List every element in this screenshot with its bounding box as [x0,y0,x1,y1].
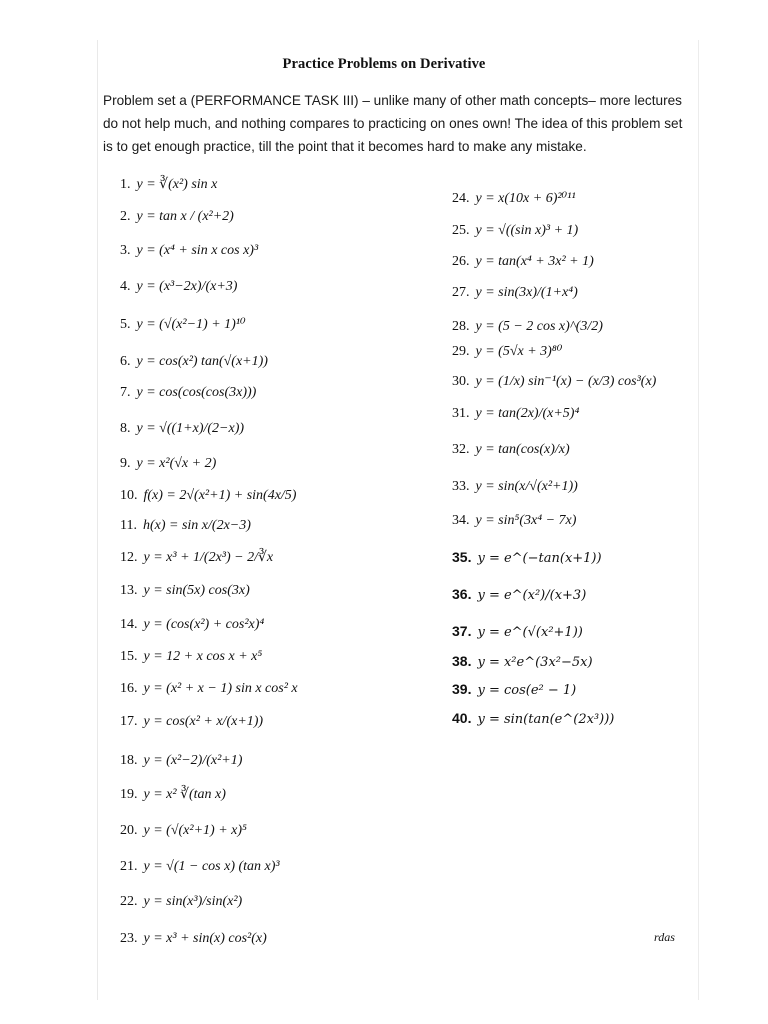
problem-item [120,680,298,698]
problem-equation: y = (cos(x²) + cos²x)⁴ [143,617,265,632]
problem-number: 25. [452,223,470,238]
problem-number: 5. [120,317,131,332]
problem-equation: y = (1/x) sin⁻¹(x) − (x/3) cos³(x) [475,374,657,389]
problem-equation: y = (x²−2)/(x²+1) [143,753,243,768]
problem-equation: y = 12 + x cos x + x⁵ [143,649,263,664]
intro-paragraph [103,89,693,158]
problem-equation: y = x²(√x + 2) [136,456,217,471]
problem-number: 21. [120,859,138,874]
problem-equation: y = x³ + sin(x) cos²(x) [143,931,267,946]
problem-item [120,517,251,535]
problem-item [120,278,237,296]
problem-number: 29. [452,344,470,359]
problem-equation: y = tan x / (x²+2) [136,209,234,224]
problem-number: 4. [120,279,131,294]
problem-equation: y = cos(x² + x/(x+1)) [143,714,264,729]
problem-number: 19. [120,787,138,802]
problem-equation: y = (x⁴ + sin x cos x)³ [136,243,259,258]
problem-number: 22. [120,894,138,909]
problem-number: 16. [120,681,138,696]
problem-number: 30. [452,374,470,389]
problem-equation: f(x) = 2√(x²+1) + sin(4x/5) [143,488,297,503]
problem-item [452,512,576,530]
problem-equation: y = tan(cos(x)/x) [475,442,570,457]
problem-equation: y = (x² + x − 1) sin x cos² x [143,681,298,696]
problem-number: 18. [120,753,138,768]
problem-equation: y = x²e^(3x²−5x) [477,655,593,670]
problem-item [452,548,602,568]
problem-item [120,549,273,567]
problem-item [452,373,656,391]
problem-equation: y = tan(x⁴ + 3x² + 1) [475,254,594,269]
problem-number: 9. [120,456,131,471]
problem-number: 37. [452,623,472,639]
signature: rdas [654,930,675,944]
problem-number: 38. [452,653,472,669]
problem-number: 23. [120,931,138,946]
problem-number: 34. [452,513,470,528]
problem-number: 35. [452,549,472,565]
problem-item [452,222,578,240]
problem-equation: y = x² ∛(tan x) [143,787,226,802]
problem-number: 3. [120,243,131,258]
problem-number: 20. [120,823,138,838]
problem-item [452,709,614,729]
problem-item [120,752,242,770]
problem-equation: y = sin(tan(e^(2x³))) [477,712,615,727]
problem-item [452,478,578,496]
problem-item [120,208,234,226]
problem-number: 26. [452,254,470,269]
problem-number: 13. [120,583,138,598]
problem-item [120,487,296,505]
problem-item [120,616,264,634]
problem-equation: y = x³ + 1/(2x³) − 2/∛x [143,550,274,565]
problem-equation: y = sin(x³)/sin(x²) [143,894,243,909]
page-title: Practice Problems on Derivative [282,56,486,72]
problem-item [120,930,267,948]
problem-equation: y = tan(2x)/(x+5)⁴ [475,406,580,421]
problem-number: 31. [452,406,470,421]
problem-number: 11. [120,518,137,533]
problem-item [120,858,280,876]
problem-number: 39. [452,681,472,697]
problem-number: 40. [452,710,472,726]
problem-number: 10. [120,488,138,503]
problem-equation: y = ∛(x²) sin x [136,177,218,192]
problem-item [120,176,217,194]
problem-number: 33. [452,479,470,494]
problem-equation: h(x) = sin x/(2x−3) [142,518,251,533]
problem-item [452,405,579,423]
problem-item [120,713,263,731]
problem-equation: y = √((1+x)/(2−x)) [136,421,245,436]
problem-equation: y = (√(x²−1) + 1)¹⁰ [136,317,246,332]
problem-item [120,353,268,371]
problem-number: 17. [120,714,138,729]
problem-item [120,822,247,840]
problem-item [452,622,583,642]
problem-equation: y = cos(x²) tan(√(x+1)) [136,354,268,369]
problem-equation: y = e^(x²)/(x+3) [477,588,587,603]
problem-number: 7. [120,385,131,400]
problem-equation: y = e^(−tan(x+1)) [477,551,602,566]
problem-number: 28. [452,319,470,334]
problem-item [452,253,594,271]
problem-equation: y = sin(x/√(x²+1)) [475,479,578,494]
problem-equation: y = sin(5x) cos(3x) [143,583,250,598]
problem-item [452,441,570,459]
problem-item [120,582,250,600]
problem-equation: y = √((sin x)³ + 1) [475,223,579,238]
problem-equation: y = sin(3x)/(1+x⁴) [475,285,578,300]
problem-number: 14. [120,617,138,632]
problem-number: 2. [120,209,131,224]
problem-number: 12. [120,550,138,565]
problem-item [452,680,576,700]
problem-item [452,318,603,336]
problem-item [120,316,246,334]
problem-equation: y = (5 − 2 cos x)^(3/2) [475,319,603,334]
problem-equation: y = √(1 − cos x) (tan x)³ [143,859,280,874]
problem-number: 8. [120,421,131,436]
problem-item [452,652,593,672]
problem-equation: y = (√(x²+1) + x)⁵ [143,823,247,838]
problem-equation: y = sin⁵(3x⁴ − 7x) [475,513,577,528]
intro-text: Problem set a (PERFORMANCE TASK III) – unlike many of other math concepts– more lectures do not help much, and nothing compares to practicing on ones own! The idea of this problem set is to get enough practice, till the point that it becomes hard to make any mistake. [103,93,683,154]
problem-equation: y = e^(√(x²+1)) [477,625,583,640]
problem-equation: y = cos(e² − 1) [477,683,577,698]
problem-item [120,242,258,260]
problem-equation: y = x(10x + 6)²⁰¹¹ [475,191,576,206]
problem-equation: y = (5√x + 3)⁸⁰ [475,344,563,359]
problem-item [120,893,242,911]
problem-number: 36. [452,586,472,602]
problem-number: 24. [452,191,470,206]
problem-equation: y = cos(cos(cos(3x))) [136,385,257,400]
problem-item [452,585,586,605]
problem-number: 32. [452,442,470,457]
problem-number: 15. [120,649,138,664]
problem-item [120,384,256,402]
problem-item [452,343,562,361]
problem-item [120,455,216,473]
problem-item [452,284,578,302]
problem-item [120,648,262,666]
problem-item [452,190,576,208]
problem-number: 1. [120,177,131,192]
problem-number: 27. [452,285,470,300]
problem-item [120,786,226,804]
problem-number: 6. [120,354,131,369]
problem-equation: y = (x³−2x)/(x+3) [136,279,238,294]
problem-item [120,420,244,438]
